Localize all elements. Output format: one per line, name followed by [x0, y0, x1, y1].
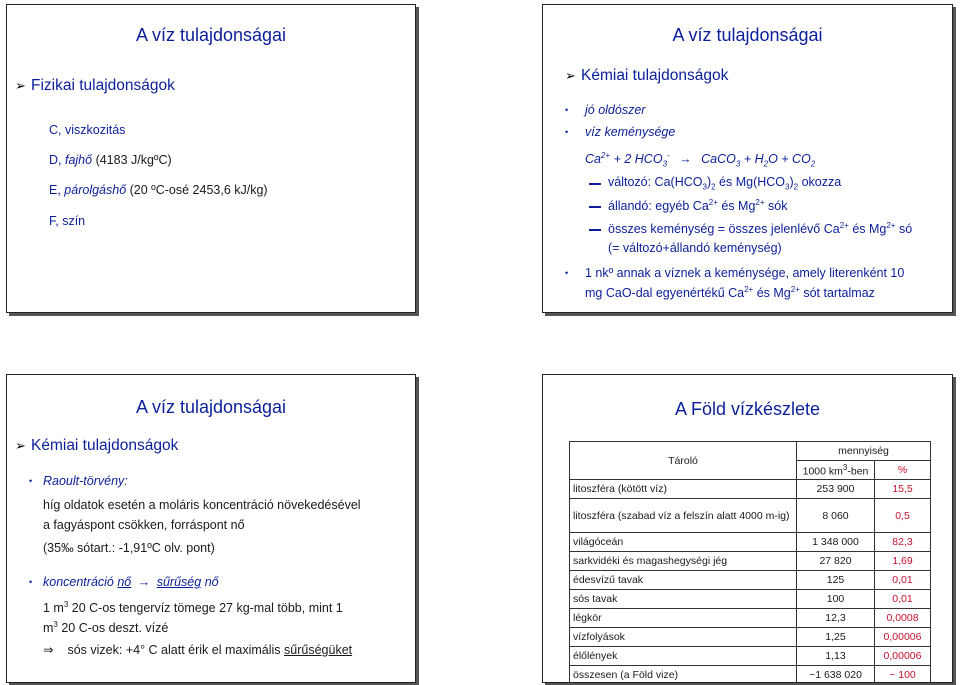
header-store: Tároló: [570, 442, 797, 480]
table-header-row: [570, 442, 931, 461]
slide-physical-properties: [6, 4, 416, 313]
german-degree-def-1: 1 nkº annak a víznek a keménysége, amely literenként 10: [585, 266, 905, 280]
slide-title: A víz tulajdonságai: [135, 397, 287, 417]
property-color: F, szín: [49, 214, 86, 228]
slide-chemical-raoult: [6, 374, 416, 683]
cell-km3: ~1 638 020: [797, 666, 875, 684]
section-header: ➢ Fizikai tulajdonságok: [15, 77, 175, 94]
total-hardness-note: (= változó+állandó keménység): [608, 241, 782, 255]
cell-km3: 1,13: [797, 647, 875, 666]
cell-percent: 0,00006: [875, 647, 931, 666]
bullet-icon: •: [29, 476, 33, 486]
cell-km3: 253 900: [797, 480, 875, 499]
bullet-icon: •: [29, 577, 33, 587]
total-hardness: összes keménység = összes jelenlévő $Ca^{2+}$ és $Mg^{2+}$ só: [608, 221, 913, 237]
table-row: [570, 552, 931, 571]
cell-percent: ~ 100: [875, 666, 931, 684]
section-header: ➢ Kémiai tulajdonságok: [15, 437, 179, 454]
property-evaporation-heat: E, párolgáshő (20 ºC-osé 2453,6 kJ/kg): [49, 183, 268, 197]
water-hardness: víz keménysége: [585, 125, 676, 139]
property-specific-heat: D, fajhő (4183 J/kgºC): [49, 153, 172, 167]
dash-bullet-icon: [589, 206, 601, 208]
cell-store: sarkvidéki és magashegységi jég: [570, 552, 797, 571]
implies-icon: ⇒: [43, 643, 54, 657]
seawater-mass-1: 1 $m^3$ 20 C-os tengervíz tömege 27 kg-mal több, mint 1: [43, 600, 343, 616]
salt-water-density: ⇒ sós vizek: +4° C alatt érik el maximális sűrűségüket: [43, 643, 353, 657]
property-viscosity: C, viszkozitás: [49, 123, 126, 137]
slide-chemical-hardness: [542, 4, 953, 313]
table-row: [570, 590, 931, 609]
arrow-bullet-icon: ➢: [565, 68, 576, 83]
permanent-hardness: állandó: egyéb $Ca^{2+}$ és $Mg^{2+}$ sók: [608, 198, 788, 214]
slide-title: A Föld vízkészlete: [674, 399, 821, 419]
cell-km3: 12,3: [797, 609, 875, 628]
cell-percent: 0,00006: [875, 628, 931, 647]
bullet-icon: •: [565, 268, 569, 278]
cell-store: litoszféra (kötött víz): [570, 480, 797, 499]
cell-store: sós tavak: [570, 590, 797, 609]
table-row: [570, 533, 931, 552]
cell-km3: 125: [797, 571, 875, 590]
reaction-arrow-icon: →: [679, 152, 692, 167]
slide-earth-water-resources: [542, 374, 953, 683]
cell-store: világóceán: [570, 533, 797, 552]
temporary-hardness: változó: $Ca(HCO_3)_2$ és $Mg(HCO_3)_2$ okozza: [608, 175, 842, 192]
header-percent: %: [875, 461, 931, 480]
slide-title: A víz tulajdonságai: [135, 25, 287, 45]
raoult-text-1: híg oldatok esetén a moláris koncentráció növekedésével: [43, 498, 361, 512]
good-solvent: jó oldószer: [585, 103, 646, 117]
cell-percent: 0,01: [875, 571, 931, 590]
slide-title: A víz tulajdonságai: [672, 25, 823, 45]
german-degree-def-2: mg CaO-dal egyenértékű $Ca^{2+}$ és $Mg^{2+}$ sót tartalmaz: [585, 285, 875, 301]
cell-km3: 27 820: [797, 552, 875, 571]
dash-bullet-icon: [589, 183, 601, 185]
cell-percent: 82,3: [875, 533, 931, 552]
cell-km3: 1 348 000: [797, 533, 875, 552]
raoult-law: Raoult-törvény:: [43, 474, 128, 488]
header-amount: mennyiség: [797, 442, 931, 461]
cell-store: vízfolyások: [570, 628, 797, 647]
cell-percent: 0,01: [875, 590, 931, 609]
cell-km3: 100: [797, 590, 875, 609]
concentration-density: koncentráció nő → sűrűség nő: [43, 575, 219, 589]
table-row: [570, 609, 931, 628]
cell-percent: 15,5: [875, 480, 931, 499]
arrow-right-icon: →: [137, 575, 151, 589]
cell-store: légkör: [570, 609, 797, 628]
hardness-equation: $Ca^{2+} + 2$ $HCO_3^-$ → CaCO$_3$ + $H_2O + CO_2$: [585, 151, 816, 169]
cell-store: élőlények: [570, 647, 797, 666]
table-row: [570, 647, 931, 666]
cell-store: összesen (a Föld vize): [570, 666, 797, 684]
arrow-bullet-icon: ➢: [15, 438, 26, 453]
cell-store: édesvízű tavak: [570, 571, 797, 590]
table-row: [570, 628, 931, 647]
arrow-bullet-icon: ➢: [15, 78, 26, 93]
cell-store: litoszféra (szabad víz a felszín alatt 4000 m-ig): [570, 499, 797, 533]
section-header: ➢ Kémiai tulajdonságok: [565, 67, 729, 84]
table-row: [570, 571, 931, 590]
cell-percent: 0,0008: [875, 609, 931, 628]
cell-km3: 8 060: [797, 499, 875, 533]
cell-percent: 0,5: [875, 499, 931, 533]
seawater-mass-2: $m^3$ 20 C-os deszt. vízé: [43, 620, 169, 636]
table-row: [570, 499, 931, 533]
cell-km3: 1,25: [797, 628, 875, 647]
table-row: [570, 666, 931, 684]
water-resources-table: [569, 441, 931, 683]
salinity-note: (35‰ sótart.: -1,91ºC olv. pont): [43, 541, 215, 555]
bullet-icon: •: [565, 127, 569, 137]
bullet-icon: •: [565, 105, 569, 115]
dash-bullet-icon: [589, 229, 601, 231]
table-row: [570, 480, 931, 499]
cell-percent: 1,69: [875, 552, 931, 571]
header-km3: 1000 $km^3$-ben: [797, 461, 875, 480]
raoult-text-2: a fagyáspont csökken, forráspont nő: [43, 518, 245, 532]
